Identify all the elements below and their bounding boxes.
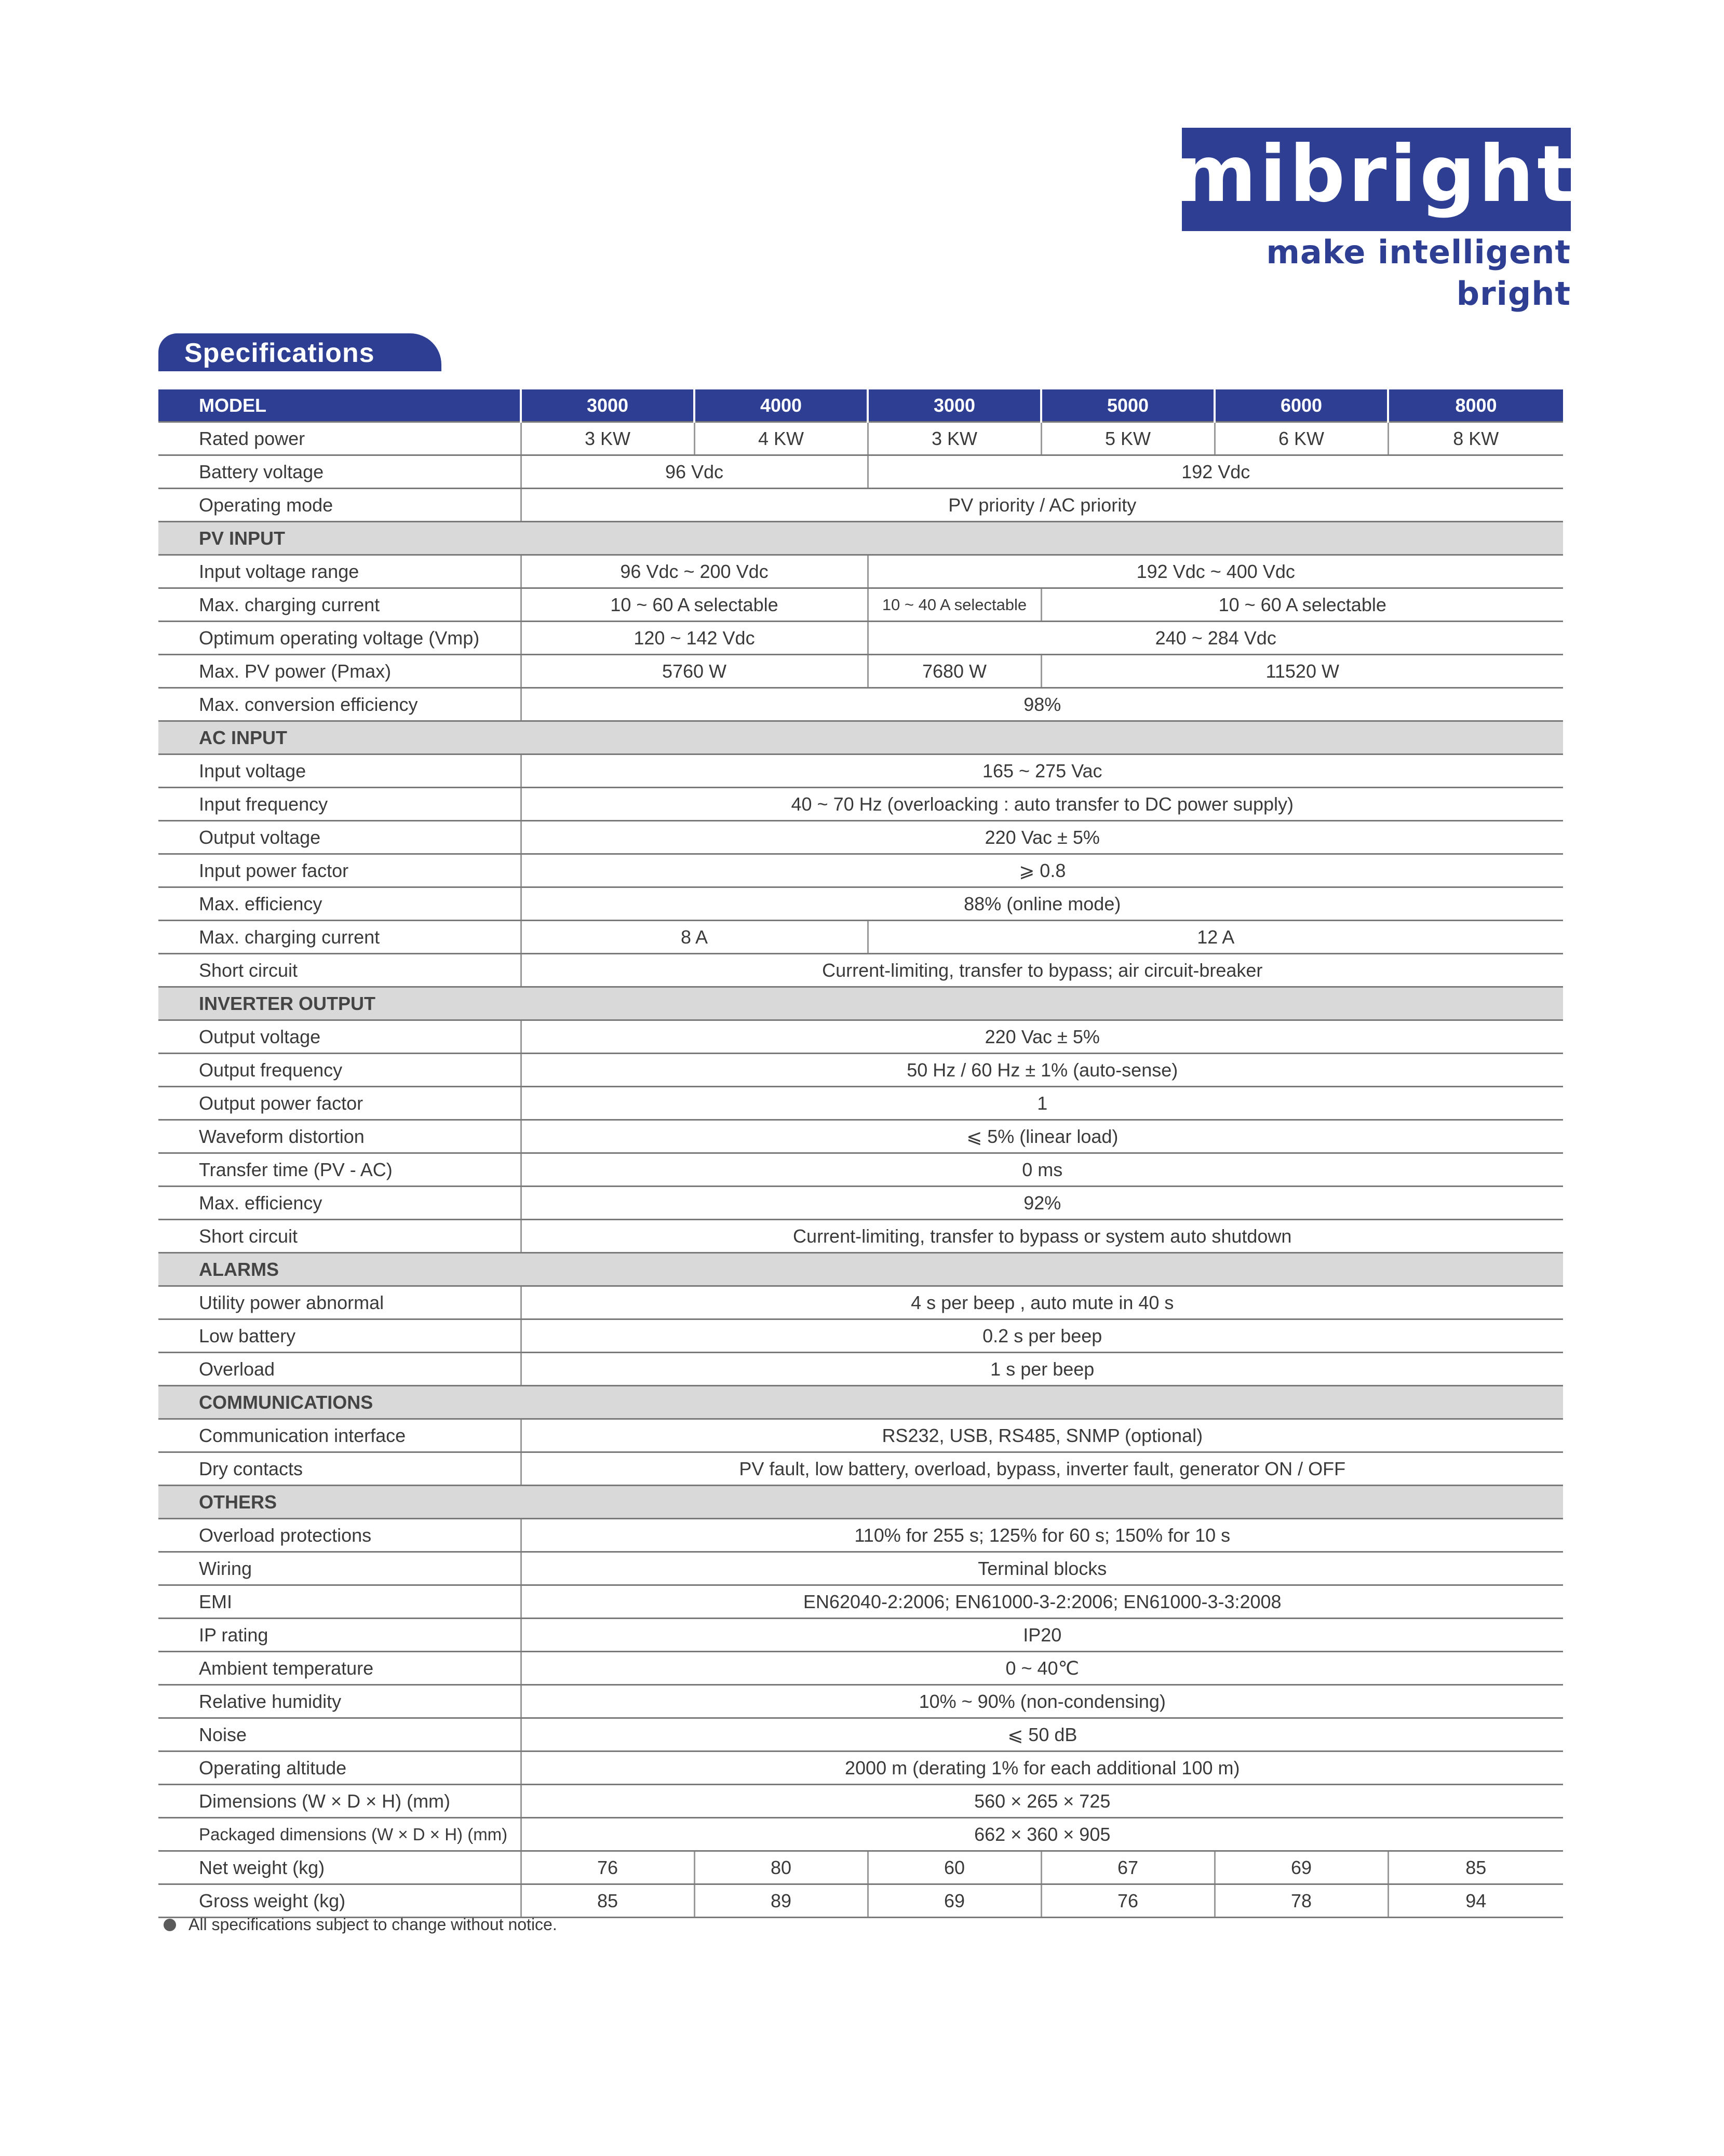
- section-header: INVERTER OUTPUT: [158, 987, 1563, 1020]
- table-row: [158, 1718, 1563, 1751]
- cell: IP20: [521, 1619, 1563, 1652]
- cell: 4 s per beep , auto mute in 40 s: [521, 1286, 1563, 1319]
- cell: 88% (online mode): [521, 887, 1563, 921]
- logo-name: mibright: [1175, 129, 1578, 220]
- logo-tagline: make intelligent bright: [1266, 233, 1571, 313]
- table-row: [158, 1120, 1563, 1153]
- row-label: Utility power abnormal: [158, 1286, 521, 1319]
- cell: 10 ~ 60 A selectable: [521, 588, 868, 622]
- row-label: IP rating: [158, 1619, 521, 1652]
- brand-logo: [1175, 128, 1578, 231]
- cell: Current-limiting, transfer to bypass or system auto shutdown: [521, 1220, 1563, 1253]
- cell: 3 KW: [868, 422, 1041, 455]
- table-row: [158, 1153, 1563, 1187]
- table-row: [158, 921, 1563, 954]
- cell: 10 ~ 40 A selectable: [868, 588, 1041, 622]
- cell: 80: [694, 1851, 868, 1884]
- row-label: Max. charging current: [158, 588, 521, 622]
- row-label: Noise: [158, 1718, 521, 1751]
- table-row: [158, 1187, 1563, 1220]
- cell: 662 × 360 × 905: [521, 1818, 1563, 1851]
- cell: 192 Vdc: [868, 455, 1563, 489]
- cell: 10 ~ 60 A selectable: [1041, 588, 1563, 622]
- specifications-table: [158, 389, 1563, 1918]
- section-header-row: [158, 1486, 1563, 1519]
- cell: 165 ~ 275 Vac: [521, 754, 1563, 788]
- model-header: 6000: [1215, 389, 1388, 422]
- cell: ⩽ 50 dB: [521, 1718, 1563, 1751]
- table-row: [158, 1319, 1563, 1353]
- cell: 3 KW: [521, 422, 694, 455]
- table-row: [158, 854, 1563, 887]
- cell: 89: [694, 1884, 868, 1918]
- cell: 5 KW: [1041, 422, 1215, 455]
- section-title: Specifications: [158, 333, 441, 371]
- model-header: 3000: [521, 389, 694, 422]
- cell: 220 Vac ± 5%: [521, 1020, 1563, 1054]
- cell: 5760 W: [521, 655, 868, 688]
- model-header: 3000: [868, 389, 1041, 422]
- table-row: [158, 754, 1563, 788]
- table-row: [158, 455, 1563, 489]
- cell: Terminal blocks: [521, 1552, 1563, 1585]
- table-row: [158, 1619, 1563, 1652]
- cell: 0.2 s per beep: [521, 1319, 1563, 1353]
- table-row: [158, 1884, 1563, 1918]
- cell: 76: [1041, 1884, 1215, 1918]
- cell: 1 s per beep: [521, 1353, 1563, 1386]
- row-label: Short circuit: [158, 954, 521, 987]
- table-row: [158, 1552, 1563, 1585]
- cell: 11520 W: [1041, 655, 1563, 688]
- section-header: ALARMS: [158, 1253, 1563, 1286]
- row-label: Transfer time (PV - AC): [158, 1153, 521, 1187]
- cell: 8 A: [521, 921, 868, 954]
- table-row: [158, 1818, 1563, 1851]
- table-row: [158, 788, 1563, 821]
- table-row: [158, 1652, 1563, 1685]
- table-row: [158, 1087, 1563, 1120]
- cell: 2000 m (derating 1% for each additional 100 m): [521, 1751, 1563, 1785]
- row-label: Max. efficiency: [158, 887, 521, 921]
- section-header-row: [158, 1386, 1563, 1419]
- cell: 240 ~ 284 Vdc: [868, 622, 1563, 655]
- table-row: [158, 1519, 1563, 1552]
- header-model-label: MODEL: [158, 389, 521, 422]
- cell: 85: [1388, 1851, 1563, 1884]
- table-row: [158, 1452, 1563, 1486]
- row-label: Rated power: [158, 422, 521, 455]
- section-header: OTHERS: [158, 1486, 1563, 1519]
- cell: 92%: [521, 1187, 1563, 1220]
- row-label: Short circuit: [158, 1220, 521, 1253]
- row-label: Optimum operating voltage (Vmp): [158, 622, 521, 655]
- section-header: AC INPUT: [158, 721, 1563, 754]
- row-label: Input frequency: [158, 788, 521, 821]
- cell: 192 Vdc ~ 400 Vdc: [868, 555, 1563, 588]
- footnote: [164, 1915, 557, 1934]
- cell: 98%: [521, 688, 1563, 721]
- cell: 78: [1215, 1884, 1388, 1918]
- row-label: Relative humidity: [158, 1685, 521, 1718]
- table-row: [158, 1353, 1563, 1386]
- row-label: Dry contacts: [158, 1452, 521, 1486]
- cell: 6 KW: [1215, 422, 1388, 455]
- cell: 560 × 265 × 725: [521, 1785, 1563, 1818]
- cell: Current-limiting, transfer to bypass; air circuit-breaker: [521, 954, 1563, 987]
- cell: 120 ~ 142 Vdc: [521, 622, 868, 655]
- table-row: [158, 1785, 1563, 1818]
- row-label: EMI: [158, 1585, 521, 1619]
- cell: 10% ~ 90% (non-condensing): [521, 1685, 1563, 1718]
- row-label: Max. charging current: [158, 921, 521, 954]
- row-label: Wiring: [158, 1552, 521, 1585]
- row-label: Overload: [158, 1353, 521, 1386]
- cell: 0 ~ 40℃: [521, 1652, 1563, 1685]
- section-header: COMMUNICATIONS: [158, 1386, 1563, 1419]
- table-row: [158, 622, 1563, 655]
- cell: 4 KW: [694, 422, 868, 455]
- cell: 40 ~ 70 Hz (overloacking : auto transfer to DC power supply): [521, 788, 1563, 821]
- row-label: Low battery: [158, 1319, 521, 1353]
- cell: 96 Vdc ~ 200 Vdc: [521, 555, 868, 588]
- table-row: [158, 1220, 1563, 1253]
- table-row: [158, 1851, 1563, 1884]
- footnote-text: All specifications subject to change without notice.: [188, 1915, 557, 1934]
- cell: PV fault, low battery, overload, bypass, inverter fault, generator ON / OFF: [521, 1452, 1563, 1486]
- table-row: [158, 422, 1563, 455]
- table-row: [158, 954, 1563, 987]
- row-label: Operating altitude: [158, 1751, 521, 1785]
- section-header-row: [158, 721, 1563, 754]
- table-row: [158, 655, 1563, 688]
- row-label: Output frequency: [158, 1054, 521, 1087]
- section-header-row: [158, 987, 1563, 1020]
- row-label: Communication interface: [158, 1419, 521, 1452]
- row-label: Operating mode: [158, 489, 521, 522]
- row-label: Overload protections: [158, 1519, 521, 1552]
- row-label: Output power factor: [158, 1087, 521, 1120]
- cell: 220 Vac ± 5%: [521, 821, 1563, 854]
- table-row: [158, 821, 1563, 854]
- row-label: Gross weight (kg): [158, 1884, 521, 1918]
- row-label: Input voltage: [158, 754, 521, 788]
- cell: PV priority / AC priority: [521, 489, 1563, 522]
- section-header-row: [158, 1253, 1563, 1286]
- row-label: Battery voltage: [158, 455, 521, 489]
- table-row: [158, 1419, 1563, 1452]
- row-label: Output voltage: [158, 1020, 521, 1054]
- table-row: [158, 688, 1563, 721]
- table-row: [158, 588, 1563, 622]
- row-label: Input power factor: [158, 854, 521, 887]
- cell: ⩽ 5% (linear load): [521, 1120, 1563, 1153]
- model-header: 8000: [1388, 389, 1563, 422]
- row-label: Ambient temperature: [158, 1652, 521, 1685]
- row-label: Output voltage: [158, 821, 521, 854]
- cell: 110% for 255 s; 125% for 60 s; 150% for 10 s: [521, 1519, 1563, 1552]
- row-label: Max. PV power (Pmax): [158, 655, 521, 688]
- section-header-row: [158, 522, 1563, 555]
- row-label: Input voltage range: [158, 555, 521, 588]
- table-row: [158, 1685, 1563, 1718]
- table-row: [158, 489, 1563, 522]
- row-label: Max. efficiency: [158, 1187, 521, 1220]
- table-row: [158, 1751, 1563, 1785]
- cell: 8 KW: [1388, 422, 1563, 455]
- cell: 60: [868, 1851, 1041, 1884]
- row-label: Net weight (kg): [158, 1851, 521, 1884]
- section-header: PV INPUT: [158, 522, 1563, 555]
- cell: 69: [868, 1884, 1041, 1918]
- cell: 12 A: [868, 921, 1563, 954]
- table-header-row: [158, 389, 1563, 422]
- row-label: Packaged dimensions (W × D × H) (mm): [158, 1818, 521, 1851]
- cell: 69: [1215, 1851, 1388, 1884]
- cell: 50 Hz / 60 Hz ± 1% (auto-sense): [521, 1054, 1563, 1087]
- model-header: 5000: [1041, 389, 1215, 422]
- table-row: [158, 887, 1563, 921]
- table-row: [158, 1054, 1563, 1087]
- bullet-icon: [164, 1919, 176, 1931]
- cell: 67: [1041, 1851, 1215, 1884]
- cell: 7680 W: [868, 655, 1041, 688]
- row-label: Waveform distortion: [158, 1120, 521, 1153]
- table-row: [158, 1585, 1563, 1619]
- cell: 76: [521, 1851, 694, 1884]
- row-label: Dimensions (W × D × H) (mm): [158, 1785, 521, 1818]
- model-header: 4000: [694, 389, 868, 422]
- cell: 0 ms: [521, 1153, 1563, 1187]
- cell: EN62040-2:2006; EN61000-3-2:2006; EN61000-3-3:2008: [521, 1585, 1563, 1619]
- cell: 1: [521, 1087, 1563, 1120]
- cell: 85: [521, 1884, 694, 1918]
- table-row: [158, 1286, 1563, 1319]
- table-row: [158, 1020, 1563, 1054]
- cell: RS232, USB, RS485, SNMP (optional): [521, 1419, 1563, 1452]
- cell: 96 Vdc: [521, 455, 868, 489]
- cell: 94: [1388, 1884, 1563, 1918]
- cell: ⩾ 0.8: [521, 854, 1563, 887]
- row-label: Max. conversion efficiency: [158, 688, 521, 721]
- table-row: [158, 555, 1563, 588]
